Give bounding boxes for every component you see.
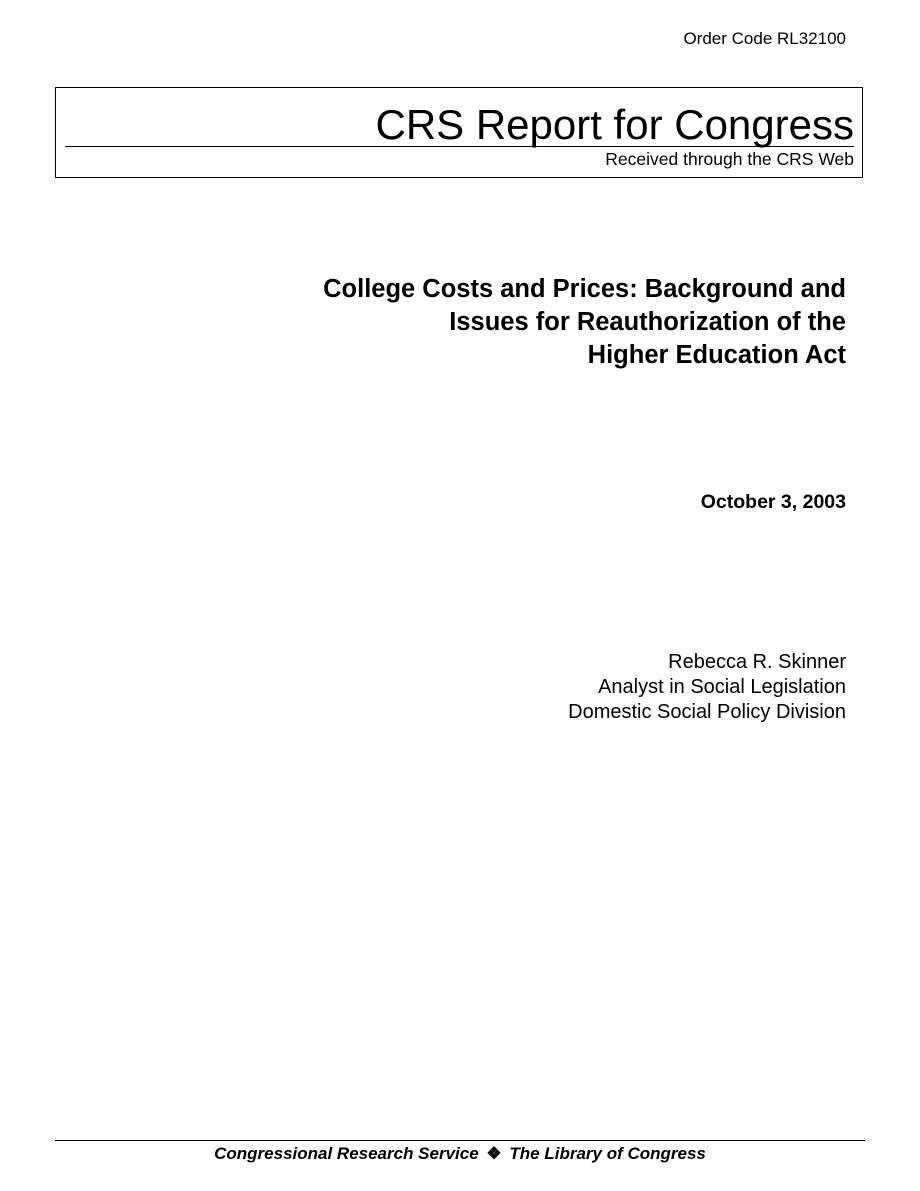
report-title-line: Higher Education Act <box>587 341 846 369</box>
report-series-subtitle: Received through the CRS Web <box>605 149 854 169</box>
author-block <box>568 650 846 725</box>
report-series-title: CRS Report for Congress <box>375 101 854 148</box>
order-code: Order Code RL32100 <box>683 29 846 48</box>
report-date: October 3, 2003 <box>700 491 846 513</box>
footer-right-text: The Library of Congress <box>509 1144 706 1163</box>
report-title-line: Issues for Reauthorization of the <box>449 308 846 336</box>
report-title <box>206 273 846 372</box>
report-title-line: College Costs and Prices: Background and <box>323 275 846 303</box>
footer-divider <box>55 1140 865 1141</box>
footer <box>55 1143 865 1165</box>
diamond-separator-icon: ❖ <box>486 1144 502 1163</box>
report-header-box <box>55 87 863 178</box>
author-name: Rebecca R. Skinner <box>668 651 846 673</box>
footer-left-text: Congressional Research Service <box>214 1144 479 1163</box>
author-position: Analyst in Social Legislation <box>598 676 846 698</box>
author-division: Domestic Social Policy Division <box>568 701 846 723</box>
header-divider <box>65 146 854 147</box>
